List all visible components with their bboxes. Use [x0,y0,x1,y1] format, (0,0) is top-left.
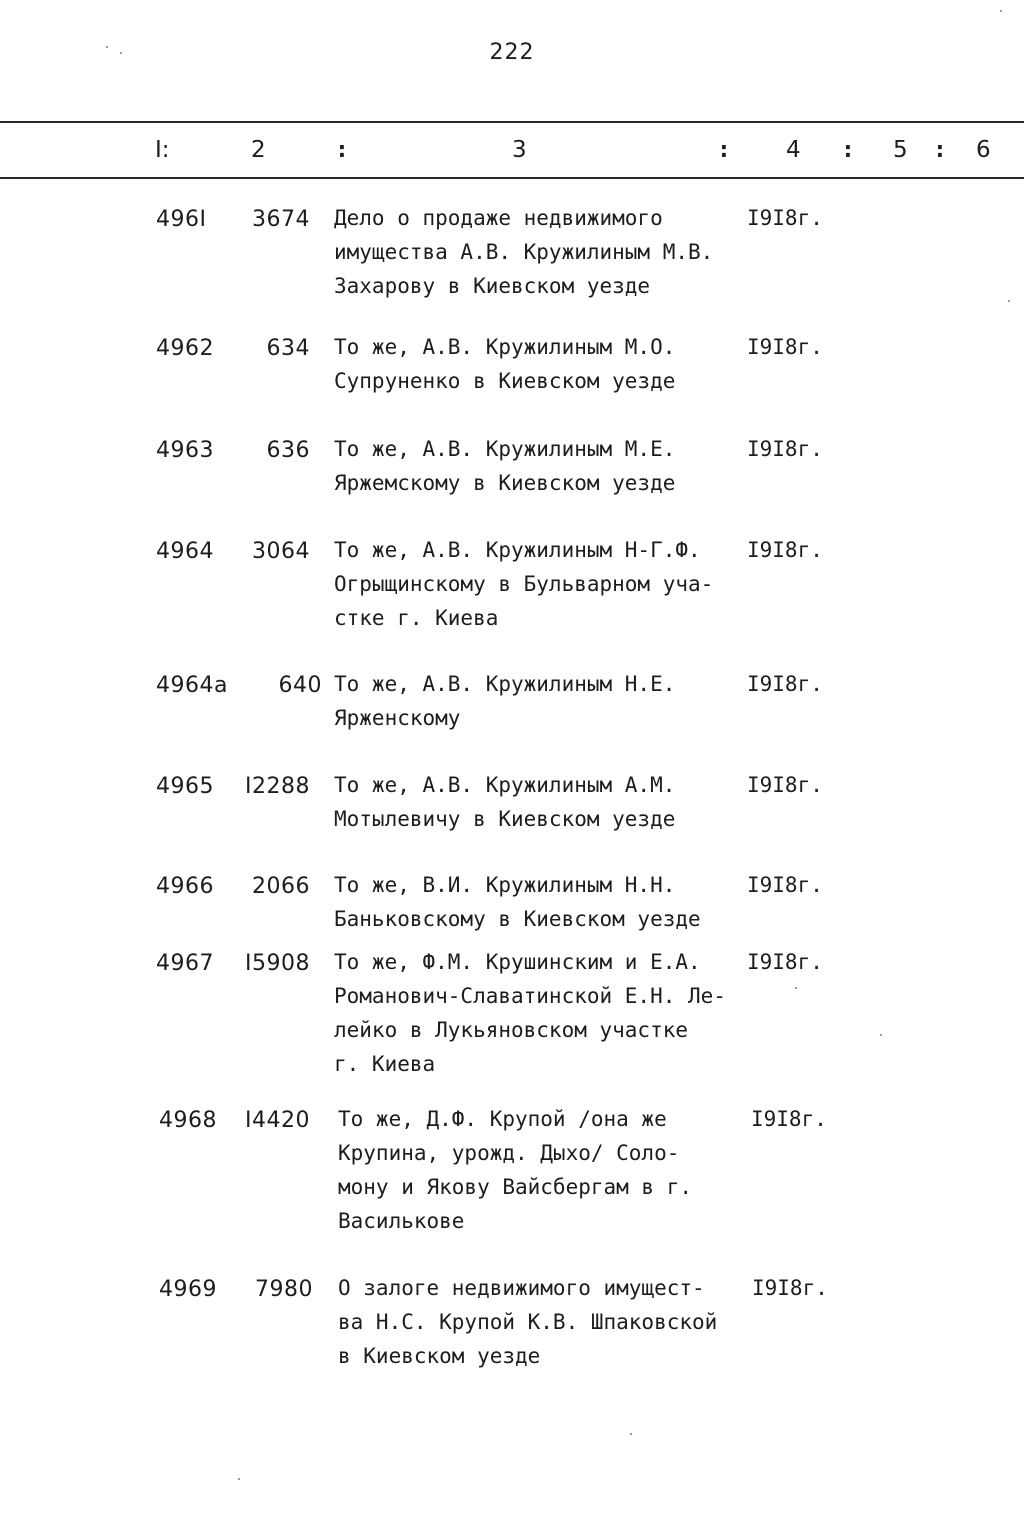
column-header-1: I: [155,137,170,163]
description-line: Дело о продаже недвижимого [334,206,663,230]
column-separator: : [933,137,947,163]
table-header-rule [0,177,1024,179]
column-header-5: 5 [893,137,908,163]
column-separator: : [841,137,855,163]
description-line: То же, А.В. Кружилиным М.Е. [334,437,676,461]
case-number: 634 [266,336,310,361]
case-number: 3674 [252,207,310,232]
entry-year: I9I8г. [747,437,823,461]
entry-year: I9I8г. [751,1107,827,1131]
entry-description [334,945,754,1081]
description-line: То же, Д.Ф. Крупой /она же [338,1107,667,1131]
case-number: I5908 [245,951,310,976]
entry-number: 4964 [156,539,214,564]
entry-description [334,330,754,398]
description-line: в Киевском уезде [338,1344,541,1368]
description-line: стке г. Киева [334,606,499,630]
description-line: То же, А.В. Кружилиным М.О. [334,335,676,359]
entry-number: 4966 [156,874,214,899]
entry-number: 4967 [156,951,214,976]
description-line: Василькове [338,1209,465,1233]
entry-description [338,1271,758,1373]
column-header-6: 6 [976,137,991,163]
column-header-row [0,137,1024,167]
scan-speck [238,1478,240,1480]
entry-year: I9I8г. [752,1276,828,1300]
description-line: То же, Ф.М. Крушинским и Е.А. [334,950,701,974]
entry-description [334,201,754,303]
column-header-3: 3 [512,137,527,163]
case-number: I4420 [245,1108,310,1133]
description-line: То же, А.В. Кружилиным А.М. [334,773,676,797]
case-number: 3064 [252,539,310,564]
description-line: То же, А.В. Кружилиным Н-Г.Ф. [334,538,701,562]
description-line: г. Киева [334,1052,436,1076]
description-line: Захарову в Киевском уезде [334,274,651,298]
entry-description [334,868,754,936]
entry-number: 4968 [159,1108,217,1133]
entry-number: 4965 [156,774,214,799]
entry-year: I9I8г. [747,335,823,359]
description-line: Супруненко в Киевском уезде [334,369,676,393]
entry-description [334,667,754,735]
entry-description [334,768,754,836]
entry-year: I9I8г. [747,206,823,230]
description-line: Крупина, урожд. Дыхо/ Соло- [338,1141,680,1165]
description-line: лейко в Лукьяновском участке [334,1018,689,1042]
case-number: 640 [278,673,322,698]
scan-speck [880,1034,882,1036]
description-line: Мотылевичу в Киевском уезде [334,807,676,831]
page-number: 222 [489,40,535,65]
column-header-2: 2 [251,137,266,163]
description-line: То же, В.И. Кружилиным Н.Н. [334,873,676,897]
scan-speck [630,1433,632,1435]
case-number: 7980 [255,1277,313,1302]
description-line: О залоге недвижимого имущест- [338,1276,705,1300]
entry-year: I9I8г. [747,773,823,797]
description-line: ва Н.С. Крупой К.В. Шпаковской [338,1310,718,1334]
scan-speck [106,46,108,48]
description-line: Огрыщинскому в Бульварном уча- [334,572,714,596]
entry-year: I9I8г. [747,873,823,897]
scan-speck [1008,300,1010,302]
description-line: мону и Якову Вайсбергам в г. [338,1175,693,1199]
scan-speck [1000,10,1002,12]
entry-number: 4964а [156,673,228,698]
case-number: 636 [266,438,310,463]
description-line: Яржемскому в Киевском уезде [334,471,676,495]
entry-description [334,432,754,500]
case-number: 2066 [252,874,310,899]
scan-speck [795,987,797,989]
column-separator: : [717,137,731,163]
entry-year: I9I8г. [747,538,823,562]
description-line: Романович-Славатинской Е.Н. Ле- [334,984,726,1008]
entry-number: 4962 [156,336,214,361]
scan-speck [120,52,122,54]
entry-number: 496I [156,207,207,232]
description-line: То же, А.В. Кружилиным Н.Е. [334,672,676,696]
entry-description [334,533,754,635]
column-separator: : [335,137,349,163]
case-number: I2288 [245,774,310,799]
entry-year: I9I8г. [747,672,823,696]
table-top-rule [0,121,1024,123]
column-header-4: 4 [786,137,801,163]
description-line: Ярженскому [334,706,461,730]
entry-number: 4969 [159,1277,217,1302]
description-line: Баньковскому в Киевском уезде [334,907,701,931]
description-line: имущества А.В. Кружилиным М.В. [334,240,714,264]
entry-description [338,1102,758,1238]
entry-number: 4963 [156,438,214,463]
entry-year: I9I8г. [747,950,823,974]
